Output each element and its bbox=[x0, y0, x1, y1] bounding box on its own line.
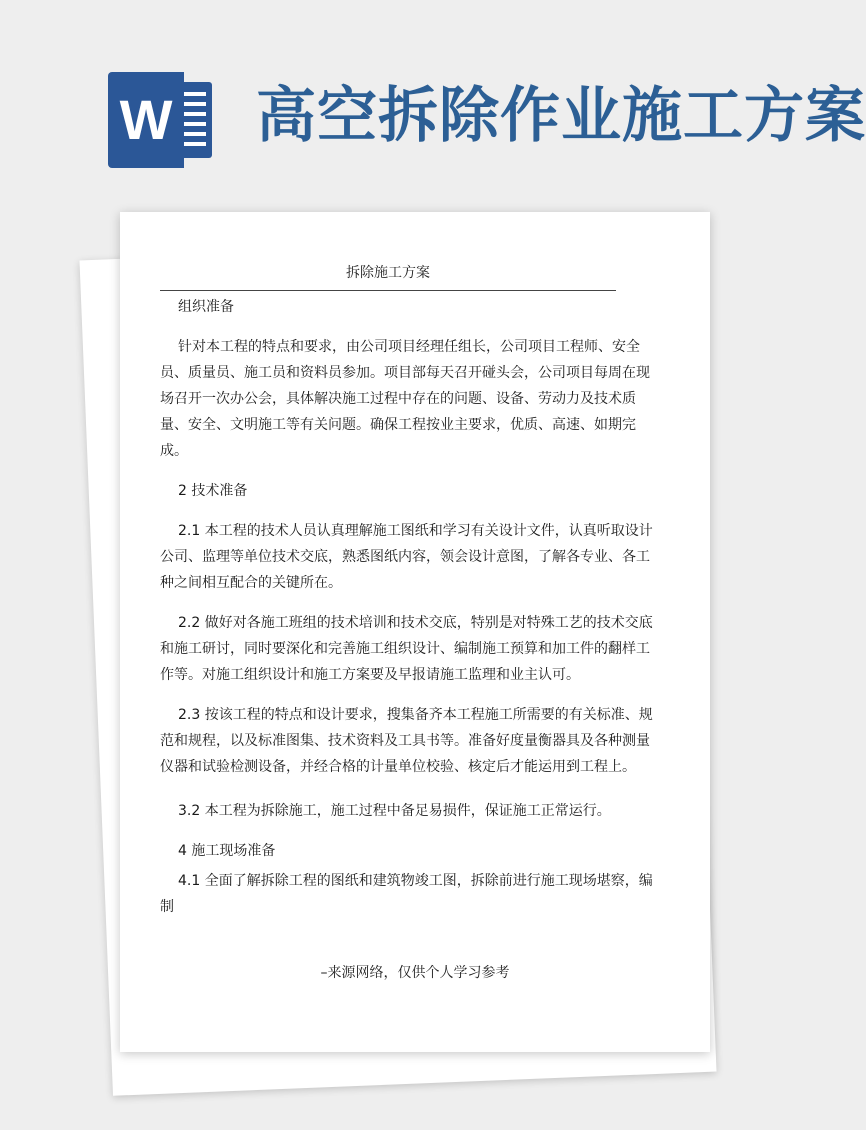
paragraph: 2.1 本工程的技术人员认真理解施工图纸和学习有关设计文件，认真听取设计公司、监理等单位技术交底，熟悉图纸内容，领会设计意图，了解各专业、各工种之间相互配合的关键所在。 bbox=[160, 523, 653, 591]
section-heading: 4 施工现场准备 bbox=[178, 843, 276, 859]
document-body bbox=[160, 292, 660, 920]
document-footer: –来源网络，仅供个人学习参考 bbox=[320, 965, 510, 981]
paragraph: 4.1 全面了解拆除工程的图纸和建筑物竣工图，拆除前进行施工现场堪察，编制 bbox=[160, 873, 653, 915]
document-title: 拆除施工方案 bbox=[346, 265, 430, 281]
word-logo-letter: W bbox=[119, 88, 173, 151]
paragraph: 2.2 做好对各施工班组的技术培训和技术交底，特别是对特殊工艺的技术交底和施工研讨，同时要深化和完善施工组织设计、编制施工预算和加工件的翻样工作等。对施工组织设计和施工方案要及早报请施工监理和业主认可。 bbox=[160, 615, 653, 683]
section-heading: 组织准备 bbox=[178, 299, 234, 315]
section-heading: 2 技术准备 bbox=[178, 483, 248, 499]
header bbox=[0, 0, 866, 190]
paragraph: 2.3 按该工程的特点和设计要求，搜集备齐本工程施工所需要的有关标准、规范和规程，以及标准图集、技术资料及工具书等。准备好度量衡器具及各种测量仪器和试验检测设备，并经合格的计量单位校验、核定后才能运用到工程上。 bbox=[160, 707, 653, 775]
page-title: 高空拆除作业施工方案 bbox=[256, 81, 866, 151]
title-divider bbox=[160, 290, 616, 291]
document-page bbox=[120, 212, 710, 1052]
paragraph: 针对本工程的特点和要求，由公司项目经理任组长，公司项目工程师、安全员、质量员、施工员和资料员参加。项目部每天召开碰头会，公司项目每周在现场召开一次办公会，具体解决施工过程中存在的问题、设备、劳动力及技术质量、安全、文明施工等有关问题。确保工程按业主要求，优质、高速、如期完成。 bbox=[160, 339, 650, 459]
paragraph: 3.2 本工程为拆除施工，施工过程中备足易损件，保证施工正常运行。 bbox=[178, 803, 611, 819]
word-icon bbox=[108, 72, 184, 168]
